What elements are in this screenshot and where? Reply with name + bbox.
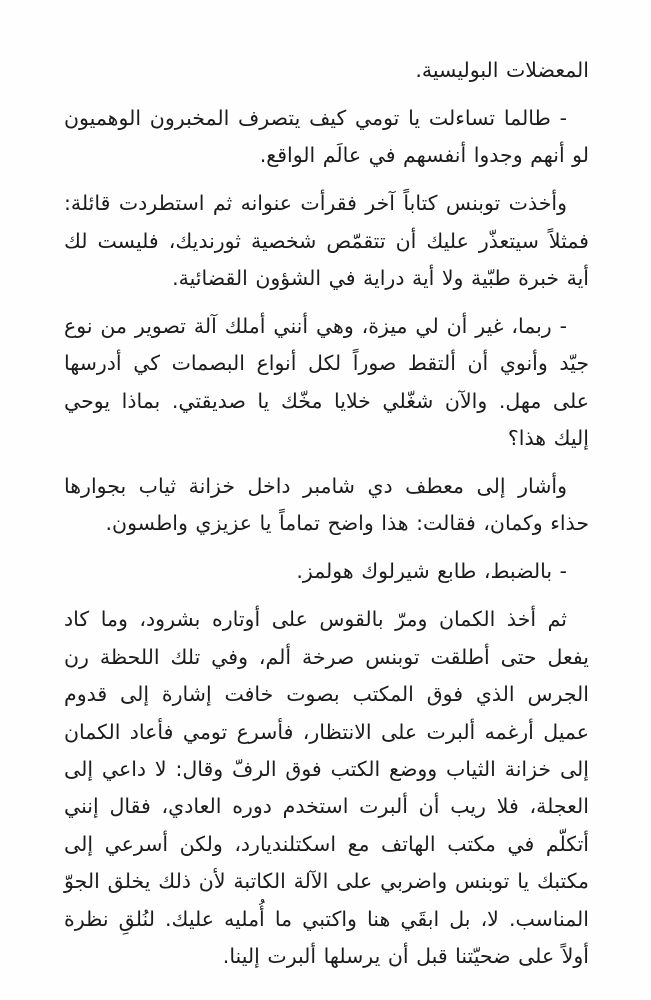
- paragraph-dialogue-3: - بالضبط، طابع شيرلوك هولمز.: [296, 559, 567, 584]
- paragraph-dialogue-2: - ربما، غير أن لي ميزة، وهي أنني أملك آلة تصوير من نوع جيّد وأنوي أن ألتقط صوراً لكل أنواع البصمات كي أدرسها على مهل. والآن شغّلي خلايا مخّك يا صديقتي. بماذا يوحي إليك هذا؟: [64, 313, 589, 451]
- page-text-block: [64, 52, 589, 975]
- paragraph-narration-2: وأشار إلى معطف دي شامبر داخل خزانة ثياب بجوارها حذاء وكمان، فقالت: هذا واضح تماماً يا عزيزي واطسون.: [64, 474, 589, 536]
- paragraph-narration-3: ثم أخذ الكمان ومرّ بالقوس على أوتاره بشرود، وما كاد يفعل حتى أطلقت توبنس صرخة ألم، وفي تلك اللحظة رن الجرس الذي فوق المكتب بصوت خافت إشارة إلى قدوم عميل أرغمه ألبرت على الانتظار، فأسرع تومي فأعاد الكمان إلى خزانة الثياب ووضع الكتب فوق الرفّ وقال: لا داعي إلى العجلة، فلا ريب أن ألبرت استخدم دوره العادي، فقال إنني أتكلّم في مكتب الهاتف مع اسكتلنديارد، ولكن أسرعي إلى مكتبك يا توبنس واضربي على الآلة الكاتبة لأن ذلك يخلق الجوّ المناسب. لا، بل ابقَي هنا واكتبي ما أُمليه عليك. لنُلقِ نظرة أولاً على ضحيّتنا قبل أن يرسلها ألبرت إلينا.: [64, 607, 589, 968]
- paragraph-continuation: المعضلات البوليسية.: [415, 58, 589, 82]
- paragraph-dialogue-1: - طالما تساءلت يا تومي كيف يتصرف المخبرون الوهميون لو أنهم وجدوا أنفسهم في عالَم الواقع.: [64, 105, 589, 168]
- paragraph-narration-1: وأخذت توبنس كتاباً آخر فقرأت عنوانه ثم استطردت قائلة: فمثلاً سيتعذّر عليك أن تتقمّص شخصية ثورنديك، فليست لك أية خبرة طبّية ولا أية دراية في الشؤون القضائية.: [64, 191, 589, 291]
